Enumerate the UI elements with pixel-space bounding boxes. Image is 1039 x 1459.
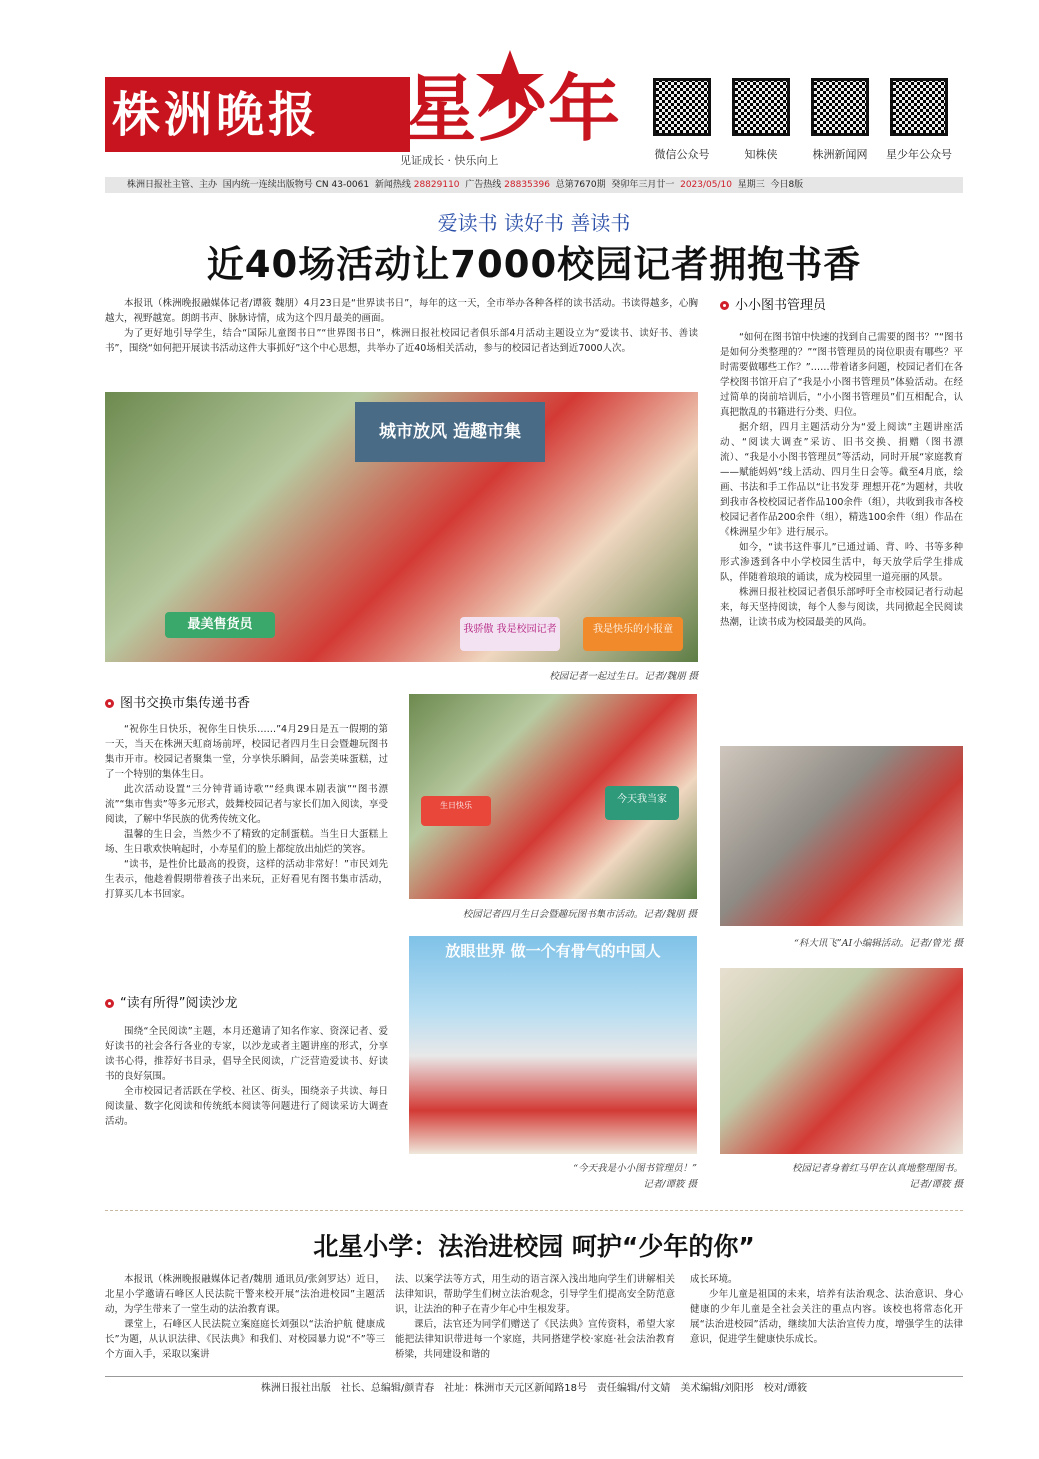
qr-code-wechat[interactable] xyxy=(653,78,711,136)
section-heading: “读有所得”阅读沙龙 xyxy=(105,992,237,1011)
photo-book-market xyxy=(409,694,697,899)
publication-info-bar: 株洲日报社主管、主办 国内统一连续出版物号 CN 43-0061 新闻热线 28829110 广告热线 28835396 总第7670期 癸卯年三月廿一 2023/05/10 星期三 今日8版 xyxy=(105,177,963,193)
brand-word: 星少年 xyxy=(404,66,621,151)
second-article-col1: 本报讯（株洲晚报融媒体记者/魏朋 通讯员/张剑罗达）近日，北星小学邀请石峰区人民法院干警来校开展“法治进校园”主题活动，为学生带来了一堂生动的法治教育课。 课堂上，石峰区人民法院立案庭庭长刘强以“法治护航 健康成长”为题，从认识法律、《民法典》和我们、对校园暴力说“不”等三个方面入手，采取以案讲 xyxy=(105,1274,385,1360)
second-article-col2: 法、以案学法等方式，用生动的语言深入浅出地向学生们讲解相关法律知识，帮助学生们树立法治观念，引导学生们提高安全防范意识，让法治的种子在青少年心中生根发芽。 课后，法官还为同学们赠送了《民法典》宣传资料，希望大家能把法律知识带进每一个家庭，共同搭建学校·家庭·社会法治教育桥梁，共同建设和谐的 xyxy=(395,1274,675,1360)
photo-banner: 城市放风 造趣市集 xyxy=(355,402,545,462)
photo-ai-editor xyxy=(720,746,963,926)
section-bullet-icon xyxy=(105,999,114,1008)
second-article-headline: 北星小学：法治进校园 呵护“少年的你” xyxy=(313,1232,755,1261)
photo-caption: “科大讯飞”AI小编辑活动。记者/曾光 摄 xyxy=(793,938,963,949)
photo-birthday-group xyxy=(105,392,698,662)
section-divider xyxy=(105,1210,963,1211)
section-body: “祝你生日快乐，祝你生日快乐……”4月29日是五一假期的第一天，当天在株洲天虹商场前坪，校园记者四月生日会暨趣玩图书集市开市。校园记者聚集一堂，分享快乐瞬间，品尝美味蛋糕，过了一个特别的集体生日。 此次活动设置“三分钟背诵诗歌”“经典课本剧表演”“图书漂流”“集市售卖”等多元形式，鼓舞校园记者与家长们加入阅读，享受阅读，了解中华民族的优秀传统文化。 温馨的生日会，当然少不了精致的定制蛋糕。当生日大蛋糕上场、生日歌欢快响起时，小寿星们的脸上都绽放出灿烂的笑容。 “读书，是性价比最高的投资，这样的活动非常好！”市民刘先生表示，他趁着假期带着孩子出来玩，正好看见有图书集市活动，打算买几本书回家。 xyxy=(105,724,388,900)
section-heading: 图书交换市集传递书香 xyxy=(105,692,250,711)
photo-little-librarians xyxy=(409,936,697,1154)
section-body: “如何在图书馆中快速的找到自己需要的图书？”“图书是如何分类整理的？”“图书管理员的岗位职责有哪些？平时需要做哪些工作？”……带着诸多问题，校园记者们在各学校图书馆开启了“我是小小图书管理员”体验活动。在经过简单的岗前培训后，“小小图书管理员”们互相配合，认真把散乱的书籍进行分类、归位。 据介绍，四月主题活动分为“爱上阅读”主题讲座活动、“阅读大调查”采访、旧书交换、捐赠（图书漂流）、“我是小小图书管理员”等活动，同时开展“家庭教育——赋能妈妈”线上活动、四月生日会等。截至4月底，绘画、书法和手工作品以“让书发芽 理想开花”为题材，共收到我市各校校园记者作品100余件（组），共收到我市各校校园记者作品200余件（组），精选100余件（组）作品在《株洲星少年》进行展示。 如今，“读书这件事儿”已通过诵、背、吟、书等多种形式渗透到各中小学校园生活中，每天放学后学生排成队，伴随着琅琅的诵读，成为校园里一道亮丽的风景。 株洲日报社校园记者俱乐部呼吁全市校园记者行动起来，每天坚持阅读，每个人参与阅读，共同掀起全民阅读热潮，让读书成为校园最美的风尚。 xyxy=(720,332,963,628)
qr-code-news-site[interactable] xyxy=(811,78,869,136)
photo-caption: 记者/谭筱 摄 xyxy=(909,1179,963,1190)
photo-sign: 今天我当家 xyxy=(605,786,679,820)
photo-caption: 校园记者四月生日会暨趣玩图书集市活动。记者/魏朋 摄 xyxy=(462,909,697,920)
article-headline: 近40场活动让7000校园记者拥抱书香 xyxy=(206,243,862,286)
photo-caption: “今天我是小小图书管理员！” xyxy=(573,1163,697,1174)
qr-label: 星少年公众号 xyxy=(886,148,952,161)
footer-credits: 株洲日报社出版 社长、总编辑/颜青春 社址：株洲市天元区新闻路18号 责任编辑/付文婧 美术编辑/刘阳彤 校对/谭筱 xyxy=(105,1376,963,1394)
qr-label: 微信公众号 xyxy=(654,148,710,161)
section-bullet-icon xyxy=(720,301,729,310)
qr-label: 知株侠 xyxy=(744,148,778,161)
article-kicker: 爱读书 读好书 善读书 xyxy=(437,211,631,235)
photo-sign: 我是快乐的小报童 xyxy=(583,617,683,651)
masthead-slogan: 见证成长 · 快乐向上 xyxy=(400,154,499,167)
qr-code-zhizhuxia[interactable] xyxy=(732,78,790,136)
photo-sign: 最美售货员 xyxy=(165,612,275,638)
photo-organizing-books xyxy=(720,968,963,1154)
photo-sign: 生日快乐 xyxy=(421,796,491,826)
article-intro: 本报讯（株洲晚报融媒体记者/谭筱 魏朋）4月23日是“世界读书日”，每年的这一天，全市举办各种各样的读书活动。书读得越多，心胸越大，视野越宽。朗朗书声、脉脉诗情，成为这个四月最美的画面。 为了更好地引导学生，结合“国际儿童图书日”“世界图书日”，株洲日报社校园记者俱乐部4月活动主题设立为“爱读书、读好书、善读书”，围绕“如何把开展读书活动这件大事抓好”这个中心思想，共举办了近40场相关活动，参与的校园记者达到近7000人次。 xyxy=(105,298,698,354)
photo-caption: 校园记者一起过生日。记者/魏朋 摄 xyxy=(549,671,698,682)
second-article-col3: 成长环境。 少年儿童是祖国的未来，培养有法治观念、法治意识、身心健康的少年儿童是全社会关注的重点内容。该校也将常态化开展“法治进校园”活动，继续加大法治宣传力度，增强学生的法律意识，促进学生健康快乐成长。 xyxy=(690,1274,963,1345)
section-bullet-icon xyxy=(105,699,114,708)
photo-caption: 记者/谭筱 摄 xyxy=(643,1179,697,1190)
qr-code-star-youth[interactable] xyxy=(890,78,948,136)
photo-sign: 我骄傲 我是校园记者 xyxy=(460,617,560,651)
photo-banner: 放眼世界 做一个有骨气的中国人 xyxy=(445,942,661,960)
section-heading: 小小图书管理员 xyxy=(720,294,826,313)
masthead-title: 株洲晚报 xyxy=(112,87,321,143)
qr-label: 株洲新闻网 xyxy=(812,148,868,161)
photo-caption: 校园记者身着红马甲在认真地整理图书。 xyxy=(791,1163,963,1174)
brand-logo xyxy=(402,48,622,158)
section-body: 围绕“全民阅读”主题，本月还邀请了知名作家、资深记者、爱好读书的社会各行各业的专家，以沙龙或者主题讲座的形式，分享读书心得，推荐好书目录，倡导全民阅读，广泛营造爱读书、好读书的良好氛围。 全市校园记者活跃在学校、社区、街头，围绕亲子共读、每日阅读量、数字化阅读和传统纸本阅读等问题进行了阅读采访大调查活动。 xyxy=(105,1026,388,1127)
